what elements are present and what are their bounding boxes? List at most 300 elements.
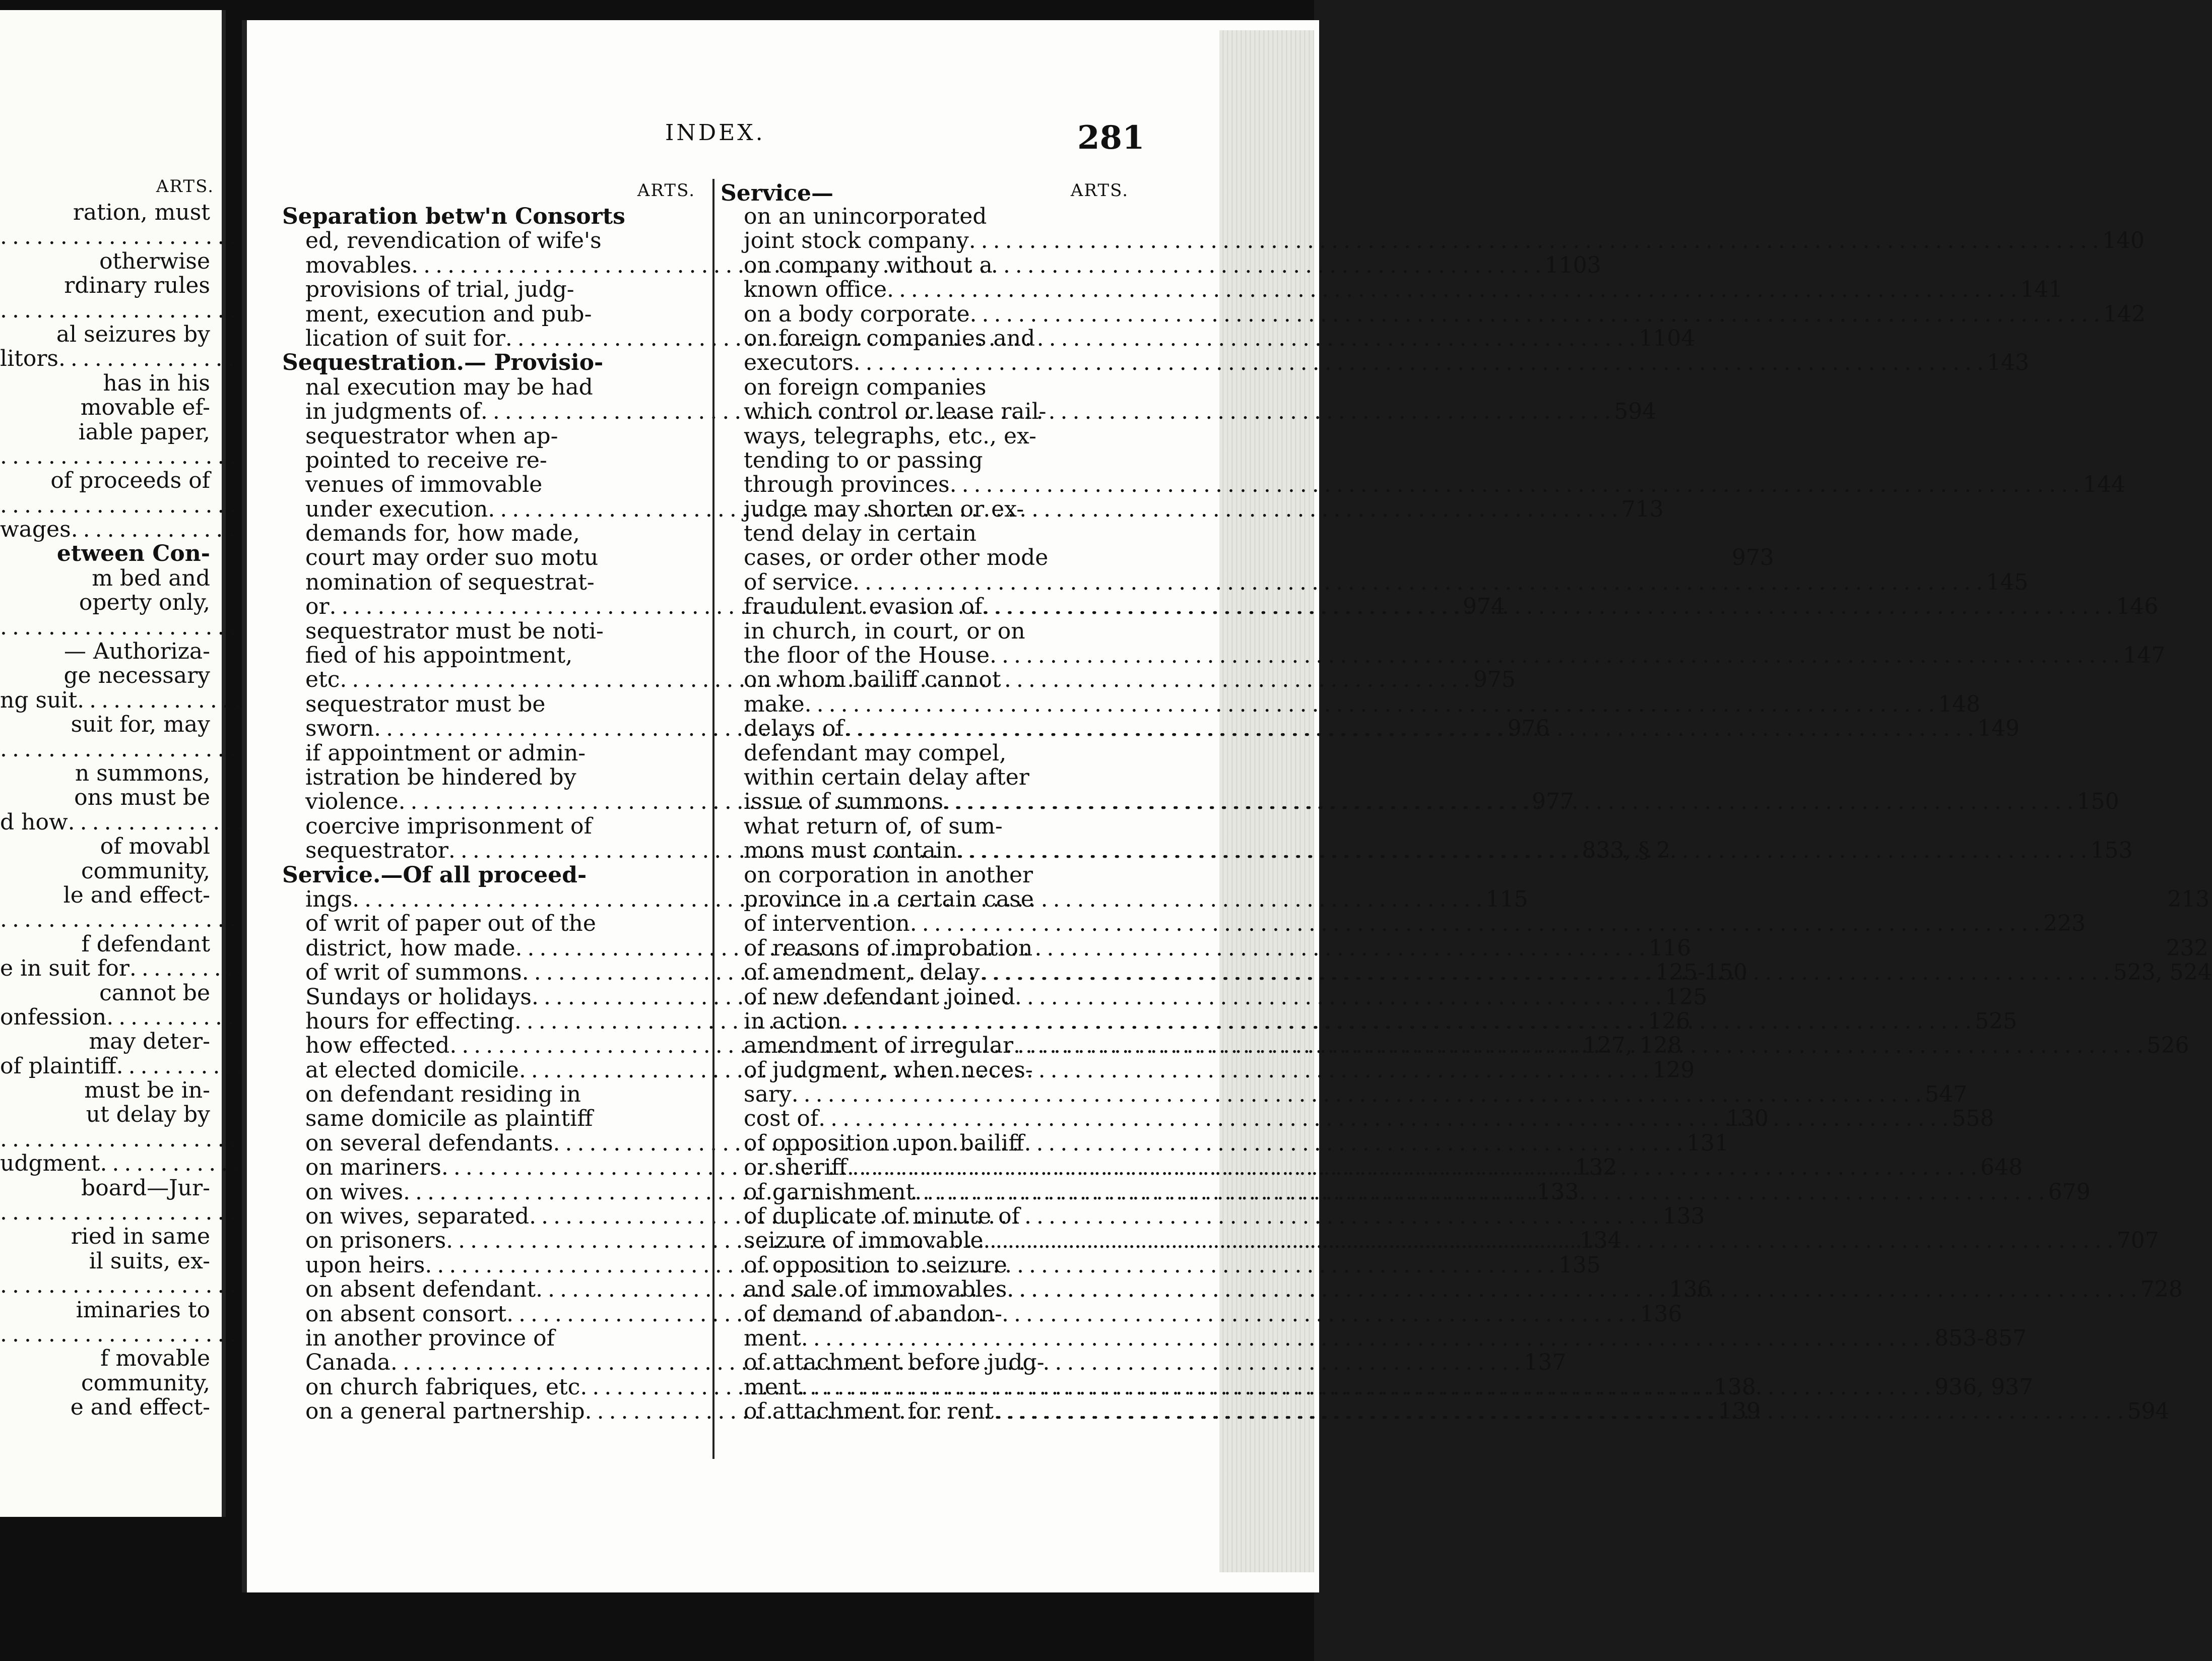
index-entry-text: m bed and bbox=[92, 565, 210, 591]
dot-leader bbox=[1013, 1034, 2142, 1058]
index-entry-line bbox=[282, 741, 705, 765]
index-entry-text: on absent defendant bbox=[305, 1276, 536, 1303]
index-entry-line bbox=[282, 570, 705, 595]
index-entry-text: d how bbox=[0, 809, 68, 835]
index-entry-line bbox=[721, 1351, 1129, 1375]
index-entry-text: suit for, may bbox=[71, 712, 210, 738]
index-entry-line bbox=[721, 911, 2086, 937]
index-entry-text: on prisoners bbox=[305, 1228, 446, 1254]
dot-leader bbox=[854, 351, 1983, 375]
running-header: INDEX. bbox=[665, 120, 765, 146]
index-entry-text: upon heirs bbox=[305, 1252, 425, 1278]
dot-leader bbox=[957, 839, 2086, 863]
index-entry-line bbox=[0, 1176, 214, 1200]
index-entry-text: or bbox=[305, 594, 330, 620]
index-entry-line bbox=[282, 765, 705, 790]
index-entry-text: n summons, bbox=[75, 760, 210, 786]
index-entry-line bbox=[0, 420, 214, 444]
index-entry-text: has in his bbox=[103, 370, 210, 396]
right-column-heading: Service— bbox=[721, 180, 834, 206]
index-entry-line bbox=[721, 546, 1129, 570]
index-entry-text: nal execution may be had bbox=[305, 374, 593, 400]
index-entry-line bbox=[0, 835, 214, 859]
index-entry-text: on a body corporate bbox=[744, 301, 970, 327]
index-entry-line bbox=[0, 518, 214, 542]
article-reference: 679 bbox=[2048, 1179, 2091, 1205]
article-reference: 1103 bbox=[1544, 252, 1601, 278]
index-entry-text: — Authoriza- bbox=[64, 638, 210, 665]
index-entry-text: ng suit bbox=[0, 687, 78, 713]
index-entry-line bbox=[721, 277, 2063, 303]
index-entry-text: iminaries to bbox=[76, 1297, 210, 1323]
article-reference: 130 bbox=[1726, 1106, 1769, 1132]
index-entry-line bbox=[282, 814, 705, 839]
index-entry-line bbox=[0, 493, 214, 518]
index-entry-line bbox=[282, 278, 705, 302]
index-entry-text: in judgments of bbox=[305, 399, 481, 425]
index-entry-text: f movable bbox=[100, 1346, 210, 1372]
index-entry-line bbox=[282, 644, 705, 668]
article-reference: 526 bbox=[2146, 1033, 2189, 1059]
index-entry-line bbox=[282, 912, 705, 936]
index-entry-text: sequestrator when ap- bbox=[305, 423, 558, 449]
index-entry-text: Service.—Of all proceed- bbox=[282, 862, 587, 888]
index-entry-line bbox=[282, 375, 705, 400]
index-entry-line bbox=[0, 640, 214, 664]
index-entry-line bbox=[0, 1371, 214, 1395]
index-entry-line bbox=[0, 615, 214, 640]
article-reference: 853-857 bbox=[1934, 1325, 2027, 1351]
index-entry-text: movables bbox=[305, 252, 412, 278]
index-entry-text: if appointment or admin- bbox=[305, 740, 586, 766]
index-entry-text: cost of bbox=[744, 1106, 819, 1132]
index-entry-line bbox=[0, 908, 214, 932]
index-entry-line bbox=[721, 424, 1129, 449]
index-entry-text: on wives bbox=[305, 1179, 404, 1205]
index-entry-text: on wives, separated bbox=[305, 1203, 530, 1230]
index-entry-line bbox=[0, 981, 214, 1005]
index-entry-text: joint stock company bbox=[744, 228, 969, 254]
article-reference: 115 bbox=[1485, 886, 1528, 912]
index-entry-text: community, bbox=[81, 858, 210, 884]
index-entry-text: on foreign companies and bbox=[744, 325, 1035, 351]
index-entry-text: pointed to receive re- bbox=[305, 447, 547, 473]
index-entry-line bbox=[0, 810, 214, 835]
dot-leader bbox=[841, 1009, 1971, 1034]
index-entry-text: sequestrator bbox=[305, 838, 448, 864]
article-reference: 153 bbox=[2090, 838, 2133, 864]
index-entry-line bbox=[0, 1078, 214, 1103]
index-entry-text: sary bbox=[744, 1081, 792, 1108]
index-entry-line bbox=[721, 863, 1129, 887]
article-reference: 936, 937 bbox=[1934, 1374, 2034, 1400]
index-entry-line bbox=[721, 619, 1129, 644]
article-reference: 133 bbox=[1536, 1179, 1579, 1205]
index-entry-text: litors bbox=[0, 346, 58, 372]
index-entry-text: on an unincorporated bbox=[744, 204, 987, 229]
index-entry-text: tending to or passing bbox=[744, 447, 983, 473]
article-reference: 558 bbox=[1951, 1106, 1994, 1132]
index-entry-text: mons must contain bbox=[744, 838, 957, 864]
index-entry-line bbox=[721, 350, 2030, 376]
article-reference: 143 bbox=[1987, 350, 2030, 376]
column-divider bbox=[712, 179, 714, 1459]
article-reference: 125 bbox=[1665, 984, 1708, 1010]
article-reference: 1104 bbox=[1639, 325, 1696, 351]
index-entry-line bbox=[0, 1347, 214, 1371]
index-entry-line bbox=[282, 522, 705, 546]
index-entry-text: within certain delay after bbox=[744, 764, 1029, 790]
index-entry-text: in church, in court, or on bbox=[744, 618, 1025, 644]
right-arts-label: ARTS. bbox=[1070, 180, 1129, 201]
index-entry-line bbox=[282, 205, 705, 229]
index-entry-text: of opposition to seizure bbox=[744, 1252, 1007, 1278]
index-entry-text: amendment of irregular bbox=[744, 1033, 1014, 1059]
article-reference: 149 bbox=[1977, 716, 2020, 742]
index-entry-line bbox=[0, 249, 214, 274]
index-entry-line bbox=[721, 205, 1129, 229]
index-entry-line bbox=[0, 396, 214, 420]
index-entry-text: on company without a bbox=[744, 252, 993, 278]
index-entry-line bbox=[0, 347, 214, 371]
index-entry-text: on corporation in another bbox=[744, 862, 1033, 888]
index-entry-line bbox=[282, 473, 705, 497]
article-reference: 973 bbox=[1731, 545, 1774, 571]
article-reference: 974 bbox=[1462, 594, 1505, 620]
index-entry-text: board—Jur- bbox=[81, 1175, 210, 1201]
index-entry-text: f defendant bbox=[81, 931, 210, 957]
index-entry-text: ment bbox=[744, 1325, 801, 1351]
index-entry-text: under execution bbox=[305, 496, 488, 522]
index-entry-text: through provinces bbox=[744, 472, 950, 498]
index-entry-text: ings bbox=[305, 886, 353, 912]
index-entry-line bbox=[282, 1082, 705, 1107]
index-entry-text: Sequestration.— Provisio- bbox=[282, 350, 604, 376]
index-entry-line bbox=[721, 691, 1981, 717]
index-entry-line bbox=[0, 1273, 214, 1298]
index-entry-line bbox=[0, 566, 214, 591]
index-entry-line bbox=[721, 228, 2145, 254]
index-entry-text: sworn bbox=[305, 716, 374, 742]
index-entry-line bbox=[0, 225, 214, 249]
index-entry-text: district, how made bbox=[305, 935, 515, 961]
left-arts-label: ARTS. bbox=[156, 176, 214, 197]
article-reference: 136 bbox=[1669, 1276, 1712, 1303]
dot-leader bbox=[980, 961, 2109, 985]
index-entry-text: issue of summons bbox=[744, 789, 944, 815]
index-entry-text: and sale of immovables bbox=[744, 1276, 1007, 1303]
index-entry-line bbox=[721, 1204, 1129, 1229]
index-entry-text: le and effect- bbox=[63, 882, 210, 908]
index-entry-text: of new defendant joined bbox=[744, 984, 1015, 1010]
index-entry-text: fraudulent evasion of bbox=[744, 594, 983, 620]
article-reference: 139 bbox=[1718, 1398, 1761, 1425]
index-entry-text: ment, execution and pub- bbox=[305, 301, 592, 327]
article-reference: 523, 524 bbox=[2113, 960, 2212, 986]
index-entry-line bbox=[721, 522, 1129, 546]
dot-leader bbox=[943, 790, 2072, 814]
index-entry-line bbox=[721, 1058, 1129, 1082]
index-entry-text: Canada bbox=[305, 1350, 391, 1376]
index-entry-text: on foreign companies bbox=[744, 374, 987, 400]
index-entry-text: seizure of immovable bbox=[744, 1228, 984, 1254]
index-entry-text: court may order suo motu bbox=[305, 545, 599, 571]
index-entry-line bbox=[721, 1253, 1129, 1277]
index-entry-text: on absent consort bbox=[305, 1301, 507, 1327]
index-entry-text: cases, or order other mode bbox=[744, 545, 1049, 571]
dot-leader bbox=[853, 570, 1982, 595]
index-entry-text: judge may shorten or ex- bbox=[744, 496, 1024, 522]
dot-leader bbox=[910, 912, 2039, 936]
index-entry-text: make bbox=[744, 691, 805, 717]
index-entry-text: cannot be bbox=[99, 980, 210, 1006]
index-entry-line bbox=[0, 1322, 214, 1347]
index-entry-line bbox=[0, 1152, 214, 1176]
index-entry-line bbox=[721, 643, 2166, 669]
article-reference: 547 bbox=[1925, 1081, 1968, 1108]
index-entry-text: of reasons of improbation bbox=[744, 935, 1033, 961]
article-reference: 976 bbox=[1507, 716, 1550, 742]
index-entry-text: of service bbox=[744, 569, 853, 595]
index-entry-text: on whom bailiff cannot bbox=[744, 667, 1001, 693]
index-entry-text: udgment bbox=[0, 1151, 100, 1177]
index-entry-line bbox=[0, 1298, 214, 1322]
index-entry-line bbox=[0, 1249, 214, 1273]
index-entry-text: of proceeds of bbox=[50, 468, 210, 494]
index-entry-line bbox=[721, 1081, 1968, 1108]
index-entry-line bbox=[0, 469, 214, 493]
index-entry-text: what return of, of sum- bbox=[744, 813, 1003, 839]
article-reference: 833, § 2 bbox=[1582, 838, 1671, 864]
index-entry-line bbox=[721, 472, 2126, 498]
page-number: 281 bbox=[1077, 119, 1145, 157]
index-entry-line bbox=[0, 932, 214, 956]
article-reference: 232 bbox=[2166, 935, 2208, 961]
index-entry-text: iable paper, bbox=[78, 419, 210, 445]
index-entry-line bbox=[721, 668, 1129, 692]
index-entry-text: al seizures by bbox=[56, 321, 210, 347]
index-entry-text: ways, telegraphs, etc., ex- bbox=[744, 423, 1036, 449]
index-entry-text: of duplicate of minute of bbox=[744, 1203, 1020, 1230]
index-entry-text: on a general partnership bbox=[305, 1398, 585, 1425]
dot-leader bbox=[801, 1375, 1930, 1399]
index-entry-line bbox=[0, 1127, 214, 1152]
index-entry-text: of movabl bbox=[100, 834, 210, 860]
index-entry-text: same domicile as plaintiff bbox=[305, 1106, 593, 1132]
dot-leader bbox=[994, 1399, 2123, 1424]
index-entry-line bbox=[0, 1054, 214, 1078]
index-entry-text: hours for effecting bbox=[305, 1008, 514, 1034]
index-entry-text: rdinary rules bbox=[64, 273, 210, 299]
dot-leader bbox=[969, 229, 2098, 253]
index-entry-text: nomination of sequestrat- bbox=[305, 569, 595, 595]
index-entry-text: of plaintiff bbox=[0, 1053, 116, 1079]
index-entry-text: of attachment for rent bbox=[744, 1398, 994, 1425]
article-reference: 707 bbox=[2116, 1228, 2159, 1254]
article-reference: 116 bbox=[1649, 935, 1691, 961]
index-entry-line bbox=[721, 985, 1129, 1009]
index-entry-text: how effected bbox=[305, 1033, 450, 1059]
article-reference: 133 bbox=[1662, 1203, 1705, 1230]
index-entry-text: Sundays or holidays bbox=[305, 984, 532, 1010]
index-entry-text: province in a certain case bbox=[744, 886, 1034, 912]
article-reference: 132 bbox=[1575, 1155, 1617, 1181]
index-entry-line bbox=[0, 859, 214, 883]
index-entry-line bbox=[0, 713, 214, 737]
index-entry-text: sequestrator must be bbox=[305, 691, 546, 717]
article-reference: 145 bbox=[1986, 569, 2029, 595]
index-entry-line bbox=[721, 1302, 1129, 1326]
index-entry-text: of opposition upon bailiff bbox=[744, 1130, 1024, 1156]
index-entry-line bbox=[0, 883, 214, 908]
index-entry-text: on several defendants bbox=[305, 1130, 553, 1156]
index-entry-text: onfession bbox=[0, 1004, 107, 1030]
index-entry-text: may deter- bbox=[89, 1029, 210, 1055]
article-reference: 728 bbox=[2140, 1276, 2183, 1303]
article-reference: 126 bbox=[1648, 1008, 1690, 1034]
article-reference: 213 bbox=[2167, 886, 2210, 912]
index-entry-text: ration, must bbox=[73, 200, 210, 225]
index-entry-text: il suits, ex- bbox=[89, 1248, 210, 1274]
dot-leader bbox=[983, 1229, 2112, 1253]
index-entry-text: ge necessary bbox=[63, 663, 210, 689]
index-entry-line bbox=[721, 814, 1129, 839]
index-entry-text: community, bbox=[81, 1370, 210, 1396]
article-reference: 977 bbox=[1532, 789, 1574, 815]
dot-leader bbox=[805, 692, 1934, 717]
index-entry-line bbox=[0, 444, 214, 469]
index-entry-text: of garnishment bbox=[744, 1179, 915, 1205]
index-entry-text: of intervention bbox=[744, 911, 910, 937]
index-entry-text: otherwise bbox=[99, 248, 210, 274]
index-entry-text: tend delay in certain bbox=[744, 521, 977, 547]
article-reference: 648 bbox=[1980, 1155, 2023, 1181]
index-entry-line bbox=[0, 1395, 214, 1420]
index-entry-line bbox=[0, 1103, 214, 1127]
right-column-header bbox=[721, 180, 1129, 205]
index-entry-line bbox=[282, 1326, 705, 1351]
dot-leader bbox=[818, 1107, 1947, 1131]
index-entry-line bbox=[721, 327, 1129, 351]
article-reference: 141 bbox=[2020, 277, 2063, 303]
dot-leader bbox=[983, 595, 2112, 619]
article-reference: 127, 128 bbox=[1583, 1033, 1682, 1059]
index-entry-line bbox=[282, 449, 705, 473]
index-entry-line bbox=[282, 229, 705, 253]
index-entry-text: on defendant residing in bbox=[305, 1081, 581, 1108]
index-entry-line bbox=[721, 497, 1129, 522]
index-entry-text: fied of his appointment, bbox=[305, 643, 573, 669]
middle-arts-label: ARTS. bbox=[637, 180, 695, 201]
article-reference: 713 bbox=[1621, 496, 1664, 522]
index-entry-text: etween Con- bbox=[56, 541, 210, 567]
article-reference: 134 bbox=[1579, 1228, 1622, 1254]
index-entry-text: in another province of bbox=[305, 1325, 555, 1351]
index-entry-line bbox=[0, 1030, 214, 1054]
dot-leader bbox=[970, 302, 2099, 327]
article-reference: 146 bbox=[2116, 594, 2159, 620]
index-entry-text: provisions of trial, judg- bbox=[305, 277, 574, 303]
article-reference: 125-150 bbox=[1655, 960, 1748, 986]
index-entry-text: of attachment before judg- bbox=[744, 1350, 1045, 1376]
index-entry-line bbox=[721, 301, 2145, 327]
index-entry-text: on mariners bbox=[305, 1155, 441, 1181]
index-entry-text: lication of suit for bbox=[305, 325, 505, 351]
article-reference: 136 bbox=[1640, 1301, 1682, 1327]
index-entry-line bbox=[721, 400, 1129, 424]
index-entry-text: defendant may compel, bbox=[744, 740, 1007, 766]
dot-leader bbox=[801, 1326, 1930, 1351]
index-entry-text: e and effect- bbox=[70, 1394, 210, 1421]
index-entry-line bbox=[0, 298, 214, 323]
index-entry-line bbox=[0, 371, 214, 396]
article-reference: 150 bbox=[2076, 789, 2119, 815]
index-entry-line bbox=[721, 449, 1129, 473]
index-entry-text: ried in same bbox=[71, 1224, 210, 1250]
index-entry-line bbox=[721, 569, 2029, 595]
index-entry-text: of amendment, delay bbox=[744, 960, 980, 986]
index-entry-line bbox=[282, 351, 705, 375]
index-entry-line bbox=[0, 664, 214, 688]
index-entry-text: coercive imprisonment of bbox=[305, 813, 592, 839]
index-entry-line bbox=[0, 201, 214, 225]
article-reference: 129 bbox=[1652, 1057, 1695, 1083]
index-entry-line bbox=[721, 1325, 2027, 1351]
left-page bbox=[0, 10, 226, 1517]
index-entry-line bbox=[282, 692, 705, 717]
index-entry-text: of writ of summons bbox=[305, 960, 522, 986]
dot-leader bbox=[1007, 1277, 2136, 1302]
article-reference: 137 bbox=[1524, 1350, 1567, 1376]
index-entry-line bbox=[0, 542, 214, 566]
index-entry-text: of demand of abandon- bbox=[744, 1301, 1003, 1327]
index-entry-text: violence bbox=[305, 789, 399, 815]
index-entry-text: operty only, bbox=[79, 590, 210, 616]
dot-leader bbox=[844, 717, 1973, 741]
article-reference: 594 bbox=[1614, 399, 1657, 425]
index-entry-line bbox=[721, 741, 1129, 765]
index-entry-line bbox=[0, 956, 214, 981]
index-entry-text: of writ of paper out of the bbox=[305, 911, 596, 937]
index-entry-text: executors bbox=[744, 350, 854, 376]
dot-leader bbox=[792, 1082, 1921, 1107]
article-reference: 140 bbox=[2102, 228, 2145, 254]
article-reference: 223 bbox=[2043, 911, 2086, 937]
index-entry-line bbox=[721, 253, 1129, 278]
index-entry-text: istration be hindered by bbox=[305, 764, 576, 790]
index-entry-text: delays of bbox=[744, 716, 844, 742]
index-entry-line bbox=[0, 688, 214, 713]
index-entry-line bbox=[721, 765, 1129, 790]
dot-leader bbox=[887, 278, 2016, 302]
dot-leader bbox=[915, 1180, 2044, 1204]
index-entry-line bbox=[0, 1005, 214, 1030]
index-entry-line bbox=[0, 591, 214, 615]
index-entry-line bbox=[282, 424, 705, 449]
index-entry-text: ons must be bbox=[74, 785, 210, 811]
dot-leader bbox=[847, 1156, 1976, 1180]
index-entry-text: known office bbox=[744, 277, 887, 303]
index-entry-text: movable ef- bbox=[80, 395, 210, 421]
index-entry-text: at elected domicile bbox=[305, 1057, 519, 1083]
left-page-index-column bbox=[0, 176, 214, 1420]
index-entry-line bbox=[0, 786, 214, 810]
index-entry-line bbox=[282, 863, 705, 887]
index-entry-text: e in suit for bbox=[0, 955, 129, 982]
index-entry-line bbox=[0, 1200, 214, 1225]
article-reference: 138 bbox=[1713, 1374, 1756, 1400]
article-reference: 131 bbox=[1686, 1130, 1729, 1156]
